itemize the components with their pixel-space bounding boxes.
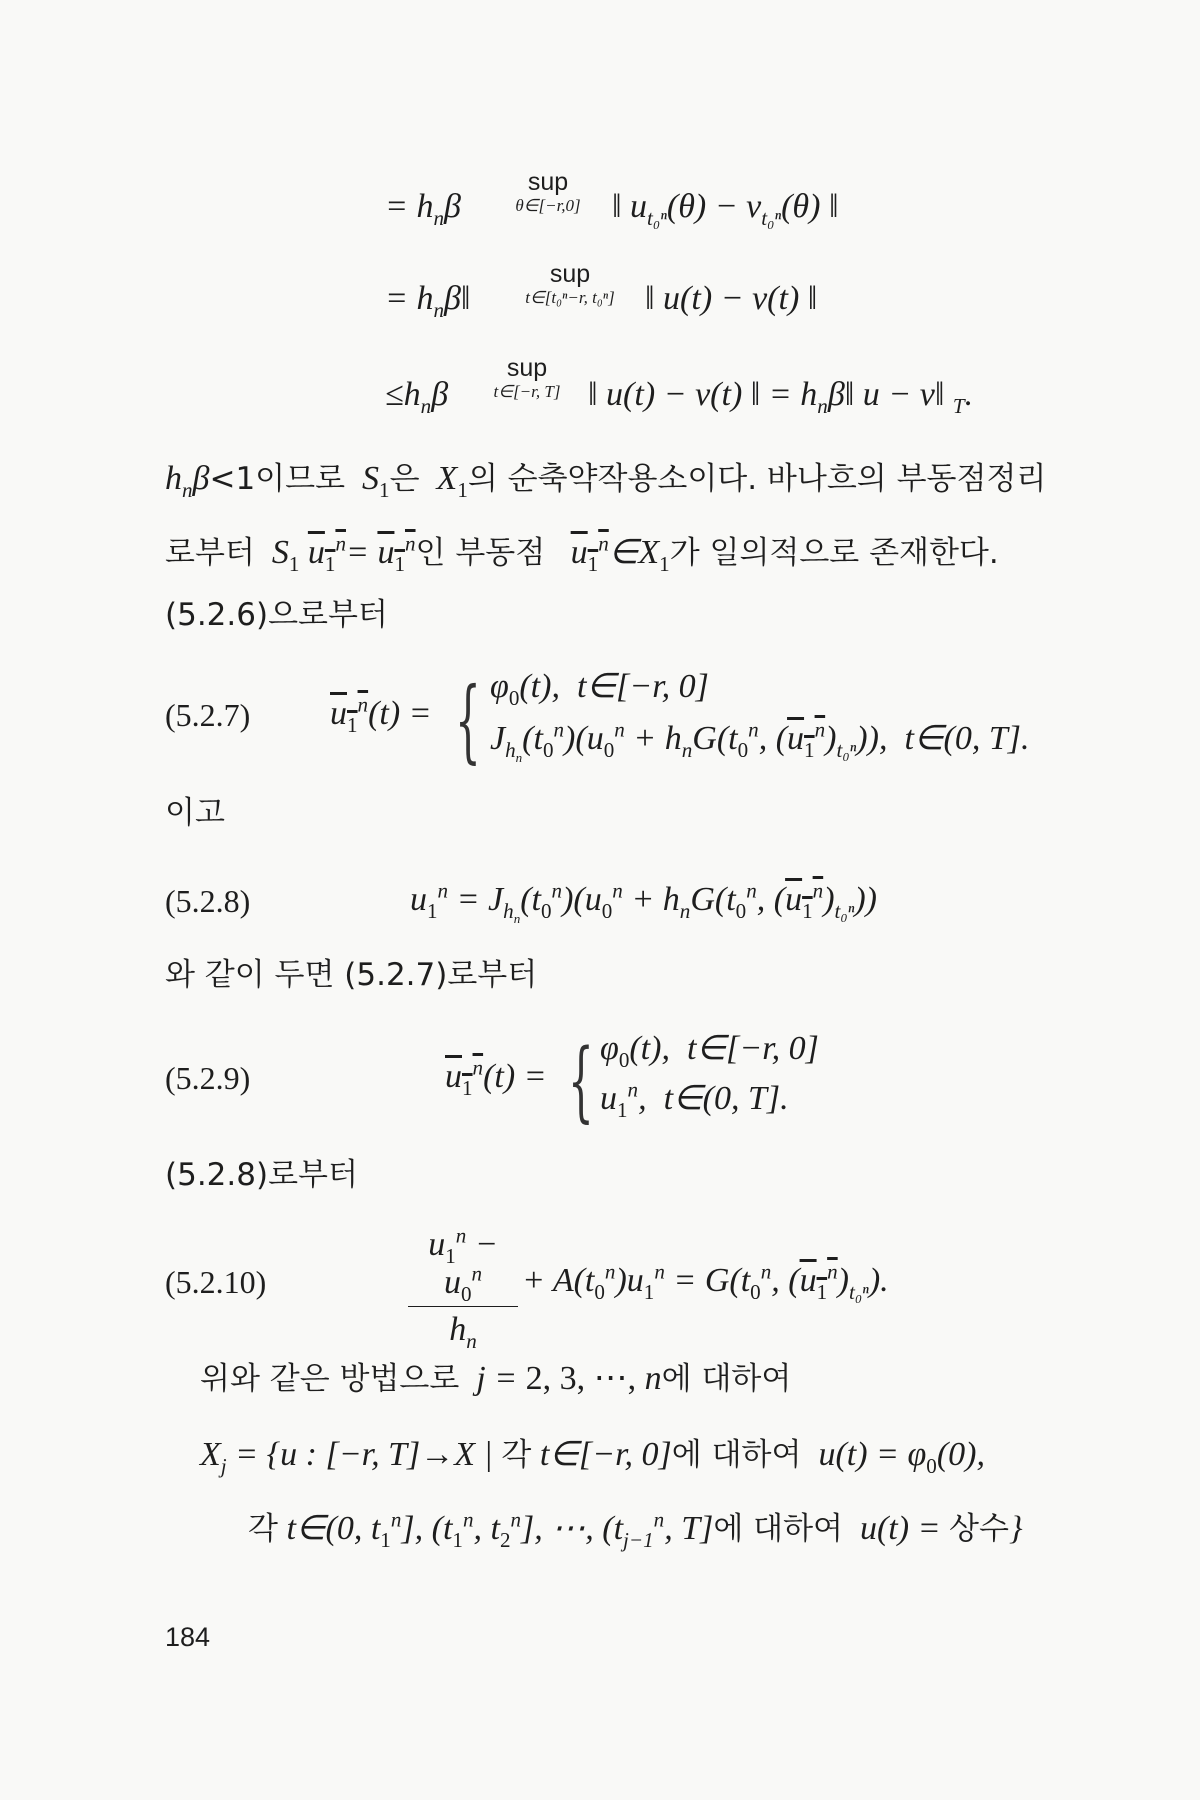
sup-operator-1 [488, 170, 608, 214]
math-line-2: = $h_n\beta‖$ [385, 280, 471, 322]
from-528-line: (5.2.8)로부터 [165, 1157, 358, 1193]
numerator: $u_1^n - u_0^n$ [428, 1223, 498, 1306]
igo-line: 이고 [165, 795, 225, 831]
text-fragment: 위와 같은 방법으로 [200, 1361, 460, 1397]
wa-line: 와 같이 두면 (5.2.7)로부터 [165, 957, 538, 993]
sup-word: sup [506, 354, 548, 382]
math-line-2-rhs: ‖ u(t) − v(t) ‖ [645, 280, 818, 317]
xj-definition-line-1: $X_j = \{u$ : [−r, T]→X | 각 t∈[−r, 0]에 대하여 $u(t) = \varphi_0(0)$, [200, 1436, 985, 1478]
text-fragment: 의 순축약작용소이다. 바나흐의 부동점정리 [467, 461, 1047, 497]
equation-number: (5.2.10) [165, 1264, 267, 1300]
math-line-3: $\le h_n\beta$ [385, 376, 449, 418]
sup-operator-2 [500, 262, 640, 306]
page-number: 184 [165, 1622, 211, 1652]
text-fragment: 상수 [949, 1511, 1009, 1547]
math-line-1: = $h_n\beta$ [385, 188, 461, 230]
equation-number: (5.2.8) [165, 883, 251, 919]
eq529-lhs: $u_1^n(t)$ = [445, 1055, 547, 1100]
text-fragment: <1이므로 [209, 461, 346, 497]
eq529-case-2: $u_1^n$, t∈(0, T]. [600, 1077, 789, 1122]
eq527-lhs: $u_1^n(t)$ = [330, 692, 432, 737]
paragraph-line-1: $h_n\beta<1$이므로 $S_1$은 $X_1$의 순축약작용소이다. 바나흐의 부동점정리 [165, 460, 1047, 502]
math-line-3-rhs: ‖ u(t) − v(t) ‖ = $h_n\beta‖$ u − v‖ $_T$. [588, 376, 974, 418]
similar-method-line: 위와 같은 방법으로 j = 2, 3, ⋯, n에 대하여 [200, 1360, 792, 1397]
text-fragment: 에 대하여 [671, 1437, 802, 1473]
left-brace: { [568, 1030, 594, 1132]
sup-range: t∈[t₀ⁿ−r, t₀ⁿ] [525, 288, 615, 307]
text-fragment: 각 [248, 1511, 278, 1547]
paragraph-line-2: 로부터 $S_1$ $u_1^n= u_1^n$인 부동점 $u_1^n\in X_1$가 일의적으로 존재한다. [165, 531, 999, 576]
eq527-case-1: $\varphi_0(t)$, t∈[−r, 0] [490, 668, 709, 710]
text-fragment: 에 대하여 [661, 1361, 792, 1397]
math-line-1-rhs: ‖ $u_{t_0^n}(\theta) - v_{t_0^n}(\theta)$ ‖ [612, 188, 839, 230]
eq5210-body: + $A(t_0^n)u_1^n = G(t_0^n$, $(u_1^n)_{t_0^n}$). [522, 1259, 889, 1304]
text-fragment: 로부터 [165, 535, 255, 571]
text-fragment: 각 [501, 1437, 532, 1473]
from-526-line: (5.2.6)으로부터 [165, 597, 388, 633]
text-fragment: 가 일의적으로 존재한다. [669, 535, 999, 571]
equation-number: (5.2.7) [165, 697, 251, 733]
text-fragment: 인 부동점 [415, 535, 546, 571]
fraction [408, 1223, 518, 1353]
text-fragment: 에 대하여 [713, 1511, 843, 1547]
equation-number: (5.2.9) [165, 1060, 251, 1096]
sup-word: sup [527, 168, 569, 196]
denominator: $h_n$ [449, 1311, 477, 1353]
text-fragment: 은 [389, 461, 420, 497]
left-brace: { [455, 668, 481, 774]
sup-range: t∈[−r, T] [493, 382, 561, 401]
sup-word: sup [549, 260, 591, 288]
sup-range: θ∈[−r,0] [515, 196, 581, 215]
sup-operator-3 [472, 356, 582, 400]
fraction-bar [408, 1306, 518, 1307]
eq528-body: $u_1^n = J_{h_n}(t_0^n)(u_0^n + h_nG(t_0^n$, $(u_1^n)_{t_0^n}$)) [410, 878, 877, 926]
xj-definition-line-2: 각 t∈(0, $t_1^n$], ($t_1^n$, $t_2^n$], ⋯, ($t_{j-1}^n$, T]에 대하여 u(t) = 상수} [248, 1507, 1023, 1552]
eq529-case-1: $\varphi_0(t)$, t∈[−r, 0] [600, 1030, 819, 1072]
eq527-case-2: $J_{h_n}(t_0^n)(u_0^n + h_nG(t_0^n$, $(u_1^n)_{t_0^n}$)), t∈(0, T]. [490, 717, 1030, 765]
